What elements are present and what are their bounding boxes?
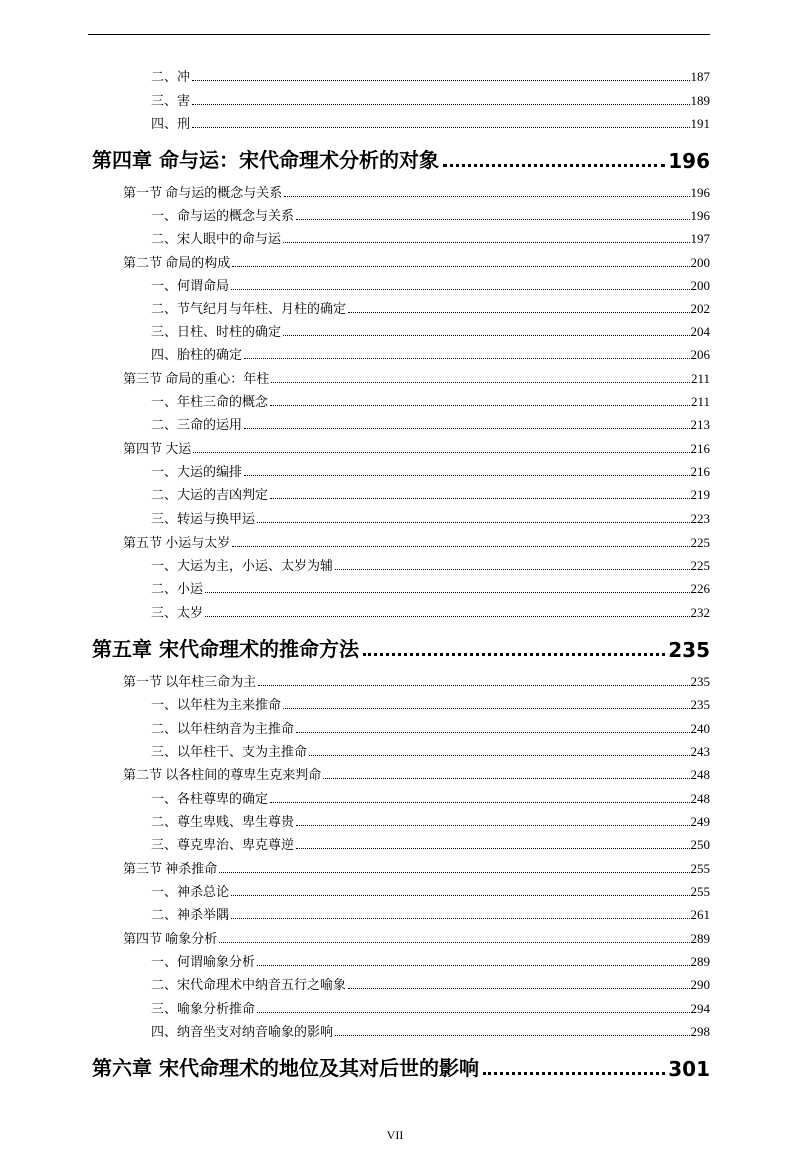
- toc-page-number: 248: [690, 791, 710, 806]
- dot-leader: [205, 591, 689, 593]
- toc-page-number: 216: [690, 464, 710, 479]
- dot-leader: [257, 964, 689, 966]
- toc-page-number: 219: [690, 487, 710, 502]
- toc-item[interactable]: [151, 321, 710, 340]
- toc-page-number: 216: [690, 441, 710, 456]
- toc-page-number: 235: [690, 697, 710, 712]
- toc-page-number: 298: [690, 1024, 710, 1039]
- dot-leader: [348, 311, 689, 313]
- toc-page-number: 196: [668, 149, 710, 173]
- dot-leader: [309, 754, 689, 756]
- toc-item-title: 二、宋代命理术中纳音五行之喻象: [151, 977, 347, 992]
- toc-item[interactable]: [151, 602, 710, 621]
- toc-item-title: 一、以年柱为主来推命: [151, 697, 282, 712]
- dot-leader: [296, 824, 689, 826]
- toc-page-number: 294: [690, 1001, 710, 1016]
- toc-item-title: 一、大运的编排: [151, 464, 243, 479]
- toc-page-number: 225: [690, 558, 710, 573]
- toc-chapter-title: 第六章 宋代命理术的地位及其对后世的影响: [92, 1056, 479, 1080]
- toc-page-number: 187: [690, 69, 710, 84]
- toc-page-number: 211: [690, 394, 710, 409]
- toc-chapter-title: 第五章 宋代命理术的推命方法: [92, 637, 359, 661]
- toc-page-number: 211: [690, 371, 710, 386]
- toc-item[interactable]: [151, 718, 710, 737]
- dot-leader: [257, 521, 689, 523]
- toc-page-number: 225: [690, 535, 710, 550]
- dot-leader: [283, 241, 689, 243]
- toc-section-title: 第一节 命与运的概念与关系: [123, 185, 283, 200]
- toc-page-number: 191: [690, 116, 710, 131]
- toc-chapter[interactable]: [92, 143, 710, 173]
- toc-item[interactable]: [151, 461, 710, 480]
- toc-item[interactable]: [151, 951, 710, 970]
- dot-leader: [348, 987, 689, 989]
- toc-item[interactable]: [151, 834, 710, 853]
- toc-item[interactable]: [151, 998, 710, 1017]
- toc-item-title: 二、冲: [151, 69, 191, 84]
- dot-leader: [244, 427, 689, 429]
- toc-page-number: 243: [690, 744, 710, 759]
- toc-page-number: 250: [690, 837, 710, 852]
- toc-item-title: 四、刑: [151, 116, 191, 131]
- toc-item[interactable]: [151, 205, 710, 224]
- toc-item-title: 二、神杀举隅: [151, 907, 230, 922]
- toc-item-title: 三、尊克卑治、卑克尊逆: [151, 837, 295, 852]
- toc-page-number: 289: [690, 954, 710, 969]
- toc-section-title: 第二节 命局的构成: [123, 255, 231, 270]
- toc-section[interactable]: [123, 764, 710, 783]
- toc-section[interactable]: [123, 182, 710, 201]
- toc-item[interactable]: [151, 391, 710, 410]
- toc-item[interactable]: [151, 788, 710, 807]
- toc-section[interactable]: [123, 928, 710, 947]
- toc-page-number: 197: [690, 231, 710, 246]
- toc-page-number: 255: [690, 884, 710, 899]
- toc-item[interactable]: [151, 275, 710, 294]
- toc-item-title: 二、小运: [151, 581, 204, 596]
- toc-section[interactable]: [123, 368, 710, 387]
- dot-leader: [231, 894, 689, 896]
- toc-page-number: 261: [690, 907, 710, 922]
- toc-item[interactable]: [151, 881, 710, 900]
- dot-leader: [257, 1011, 689, 1013]
- toc-page-number: 223: [690, 511, 710, 526]
- toc-item-title: 二、宋人眼中的命与运: [151, 231, 282, 246]
- toc-section-title: 第四节 喻象分析: [123, 931, 218, 946]
- toc-chapter-title: 第四章 命与运：宋代命理术分析的对象: [92, 148, 439, 172]
- toc-page-number: 213: [690, 417, 710, 432]
- toc-page-number: 255: [690, 861, 710, 876]
- toc-item-title: 一、年柱三命的概念: [151, 394, 269, 409]
- toc-page-number: 196: [690, 208, 710, 223]
- dot-leader: [335, 568, 689, 570]
- toc-page-number: 232: [690, 605, 710, 620]
- dot-leader: [219, 941, 689, 943]
- toc-section[interactable]: [123, 532, 710, 551]
- toc-page-number: 189: [690, 93, 710, 108]
- dot-leader: [205, 615, 689, 617]
- toc-item-title: 三、转运与换甲运: [151, 511, 256, 526]
- toc-page-number: 290: [690, 977, 710, 992]
- dot-leader: [193, 451, 689, 453]
- toc-section-title: 第五节 小运与太岁: [123, 535, 231, 550]
- dot-leader: [231, 288, 689, 290]
- toc-page-number: 206: [690, 347, 710, 362]
- toc-item[interactable]: [151, 90, 710, 109]
- toc-item-title: 一、各柱尊卑的确定: [151, 791, 269, 806]
- dot-leader: [271, 381, 690, 383]
- toc-item[interactable]: [151, 578, 710, 597]
- toc-item-title: 四、胎柱的确定: [151, 347, 243, 362]
- toc-chapter[interactable]: [92, 632, 710, 662]
- toc-section-title: 第一节 以年柱三命为主: [123, 674, 257, 689]
- header-rule: [88, 34, 710, 35]
- toc-section-title: 第四节 大运: [123, 441, 192, 456]
- toc-page-number: 202: [690, 301, 710, 316]
- toc-item[interactable]: [151, 555, 710, 574]
- dot-leader: [283, 707, 689, 709]
- toc-item-title: 一、命与运的概念与关系: [151, 208, 295, 223]
- toc-page-number: 196: [690, 185, 710, 200]
- toc-item[interactable]: [151, 974, 710, 993]
- dot-leader: [296, 731, 689, 733]
- toc-item[interactable]: [151, 1021, 710, 1040]
- toc-item-title: 三、以年柱干、支为主推命: [151, 744, 308, 759]
- dot-leader: [483, 1071, 665, 1075]
- dot-leader: [192, 79, 689, 81]
- dot-leader: [258, 684, 689, 686]
- page-number: VII: [386, 1128, 404, 1142]
- toc-item-title: 二、三命的运用: [151, 417, 243, 432]
- toc-item-title: 二、节气纪月与年柱、月柱的确定: [151, 301, 347, 316]
- toc-item[interactable]: [151, 904, 710, 923]
- dot-leader: [335, 1034, 689, 1036]
- dot-leader: [192, 103, 689, 105]
- toc-section[interactable]: [123, 671, 710, 690]
- dot-leader: [270, 801, 689, 803]
- toc-item-title: 一、大运为主，小运、太岁为辅: [151, 558, 334, 573]
- toc-page-number: 200: [690, 278, 710, 293]
- toc-page-number: 248: [690, 767, 710, 782]
- toc-item[interactable]: [151, 414, 710, 433]
- dot-leader: [283, 334, 689, 336]
- dot-leader: [270, 404, 690, 406]
- dot-leader: [192, 126, 689, 128]
- toc-page-number: 235: [690, 674, 710, 689]
- toc-page-number: 200: [690, 255, 710, 270]
- dot-leader: [296, 218, 689, 220]
- toc-section[interactable]: [123, 858, 710, 877]
- toc-item-title: 二、大运的吉凶判定: [151, 487, 269, 502]
- toc-item-title: 一、何谓命局: [151, 278, 230, 293]
- toc-page-number: 249: [690, 814, 710, 829]
- dot-leader: [323, 777, 689, 779]
- toc-item[interactable]: [151, 811, 710, 830]
- toc-item[interactable]: [151, 694, 710, 713]
- toc-section-title: 第三节 神杀推命: [123, 861, 218, 876]
- toc-item-title: 三、日柱、时柱的确定: [151, 324, 282, 339]
- toc-page-number: 235: [668, 638, 710, 662]
- toc-item-title: 三、太岁: [151, 605, 204, 620]
- toc-page-number: 226: [690, 581, 710, 596]
- toc-item[interactable]: [151, 298, 710, 317]
- toc-item-title: 四、纳音坐支对纳音喻象的影响: [151, 1024, 334, 1039]
- dot-leader: [244, 474, 689, 476]
- toc-item[interactable]: [151, 741, 710, 760]
- toc-item[interactable]: [151, 484, 710, 503]
- dot-leader: [270, 497, 689, 499]
- toc-item[interactable]: [151, 344, 710, 363]
- toc-page-number: 204: [690, 324, 710, 339]
- toc-item-title: 二、尊生卑贱、卑生尊贵: [151, 814, 295, 829]
- toc-item[interactable]: [151, 66, 710, 85]
- toc-page-number: 289: [690, 931, 710, 946]
- dot-leader: [231, 917, 689, 919]
- toc-item-title: 一、神杀总论: [151, 884, 230, 899]
- toc-section-title: 第三节 命局的重心：年柱: [123, 371, 270, 386]
- dot-leader: [232, 265, 689, 267]
- dot-leader: [284, 195, 689, 197]
- toc-item[interactable]: [151, 228, 710, 247]
- toc-item-title: 三、害: [151, 93, 191, 108]
- toc-section[interactable]: [123, 252, 710, 271]
- toc-page-number: 240: [690, 721, 710, 736]
- toc-item[interactable]: [151, 508, 710, 527]
- toc-section[interactable]: [123, 438, 710, 457]
- toc-item-title: 二、以年柱纳音为主推命: [151, 721, 295, 736]
- dot-leader: [232, 545, 689, 547]
- toc-section-title: 第二节 以各柱间的尊卑生克来判命: [123, 767, 322, 782]
- dot-leader: [363, 652, 665, 656]
- dot-leader: [443, 163, 665, 167]
- dot-leader: [244, 357, 689, 359]
- dot-leader: [296, 847, 689, 849]
- toc-item[interactable]: [151, 113, 710, 132]
- toc-page-number: 301: [668, 1057, 710, 1081]
- toc-chapter[interactable]: [92, 1051, 710, 1081]
- toc-item-title: 三、喻象分析推命: [151, 1001, 256, 1016]
- dot-leader: [219, 871, 689, 873]
- toc-item-title: 一、何谓喻象分析: [151, 954, 256, 969]
